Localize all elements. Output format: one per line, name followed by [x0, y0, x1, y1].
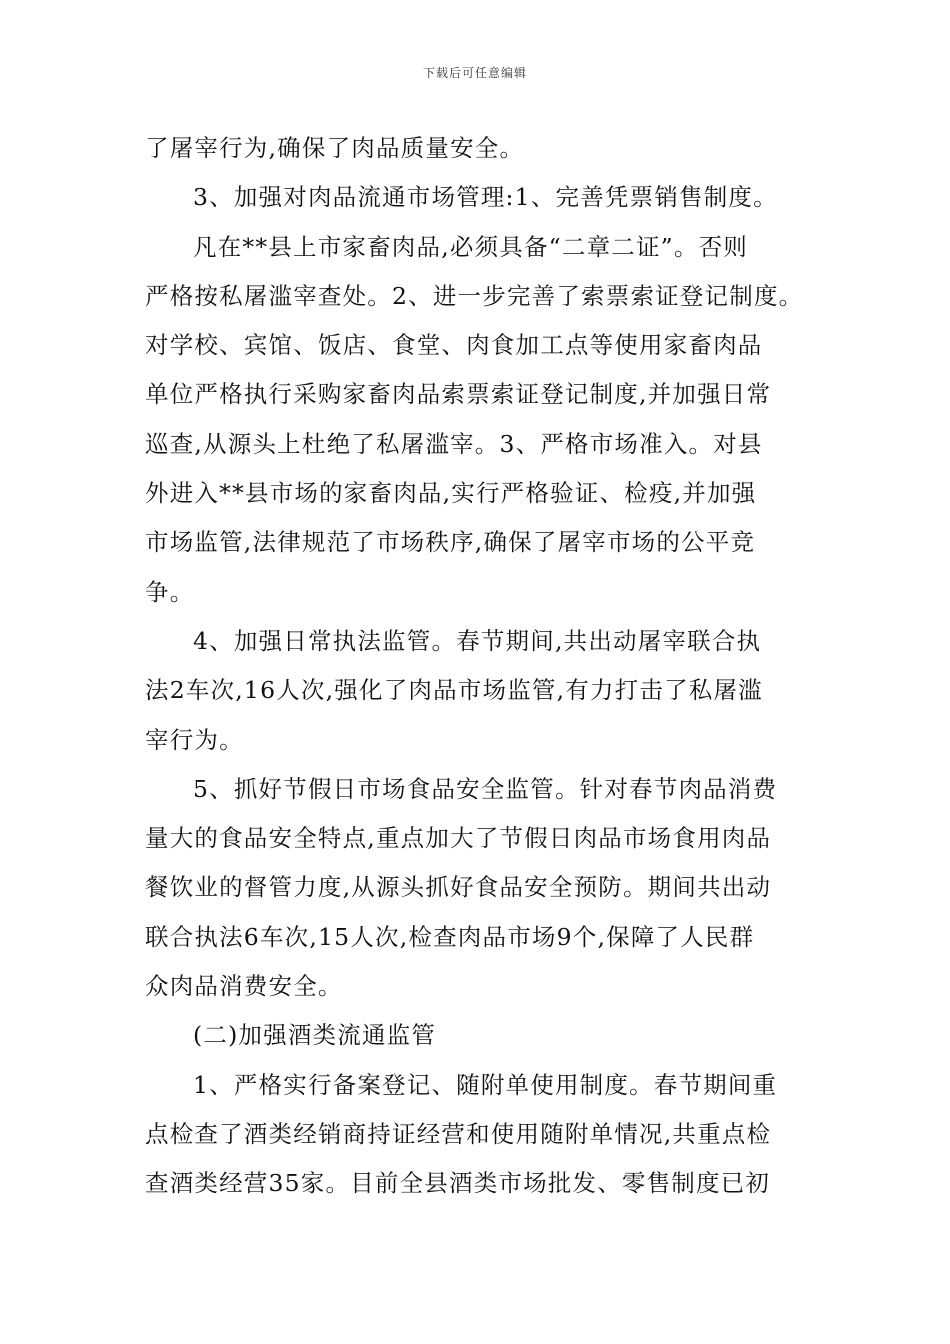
text-line: 宰行为。: [145, 725, 244, 754]
text-line: 量大的食品安全特点,重点加大了节假日肉品市场食用肉品: [145, 824, 772, 853]
text-line: 众肉品消费安全。: [145, 972, 343, 1001]
page-header-note: 下载后可任意编辑: [422, 66, 527, 80]
text-line: 单位严格执行采购家畜肉品索票索证登记制度,并加强日常: [145, 380, 772, 409]
text-line: 餐饮业的督管力度,从源头抓好食品安全预防。期间共出动: [145, 873, 772, 902]
text-line: 了屠宰行为,确保了肉品质量安全。: [145, 134, 525, 162]
text-line: 巡查,从源头上杜绝了私屠滥宰。3、严格市场准入。对县: [145, 429, 763, 458]
text-line: 严格按私屠滥宰查处。2、进一步完善了索票索证登记制度。: [145, 281, 804, 310]
text-line: 凡在**县上市家畜肉品,必须具备“二章二证”。否则: [193, 232, 748, 261]
text-line: 3、加强对肉品流通市场管理:1、完善凭票销售制度。: [193, 183, 778, 212]
text-line: 查酒类经营35家。目前全县酒类市场批发、零售制度已初: [145, 1169, 771, 1198]
text-line: 联合执法6车次,15人次,检查肉品市场9个,保障了人民群: [145, 922, 755, 951]
text-line: 法2车次,16人次,强化了肉品市场监管,有力打击了私屠滥: [145, 676, 763, 705]
text-line: 外进入**县市场的家畜肉品,实行严格验证、检疫,并加强: [145, 479, 757, 508]
text-line: 争。: [145, 577, 195, 606]
text-line: 市场监管,法律规范了市场秩序,确保了屠宰市场的公平竞: [145, 528, 756, 557]
document-body: [145, 124, 815, 1209]
text-line: 1、严格实行备案登记、随附单使用制度。春节期间重: [193, 1070, 778, 1099]
text-line: 对学校、宾馆、饭店、食堂、肉食加工点等使用家畜肉品: [145, 331, 763, 360]
text-line: 4、加强日常执法监管。春节期间,共出动屠宰联合执: [193, 626, 762, 655]
section-heading: (二)加强酒类流通监管: [193, 1021, 437, 1050]
text-line: 点检查了酒类经销商持证经营和使用随附单情况,共重点检: [145, 1119, 772, 1148]
text-line: 5、抓好节假日市场食品安全监管。针对春节肉品消费: [193, 774, 778, 803]
